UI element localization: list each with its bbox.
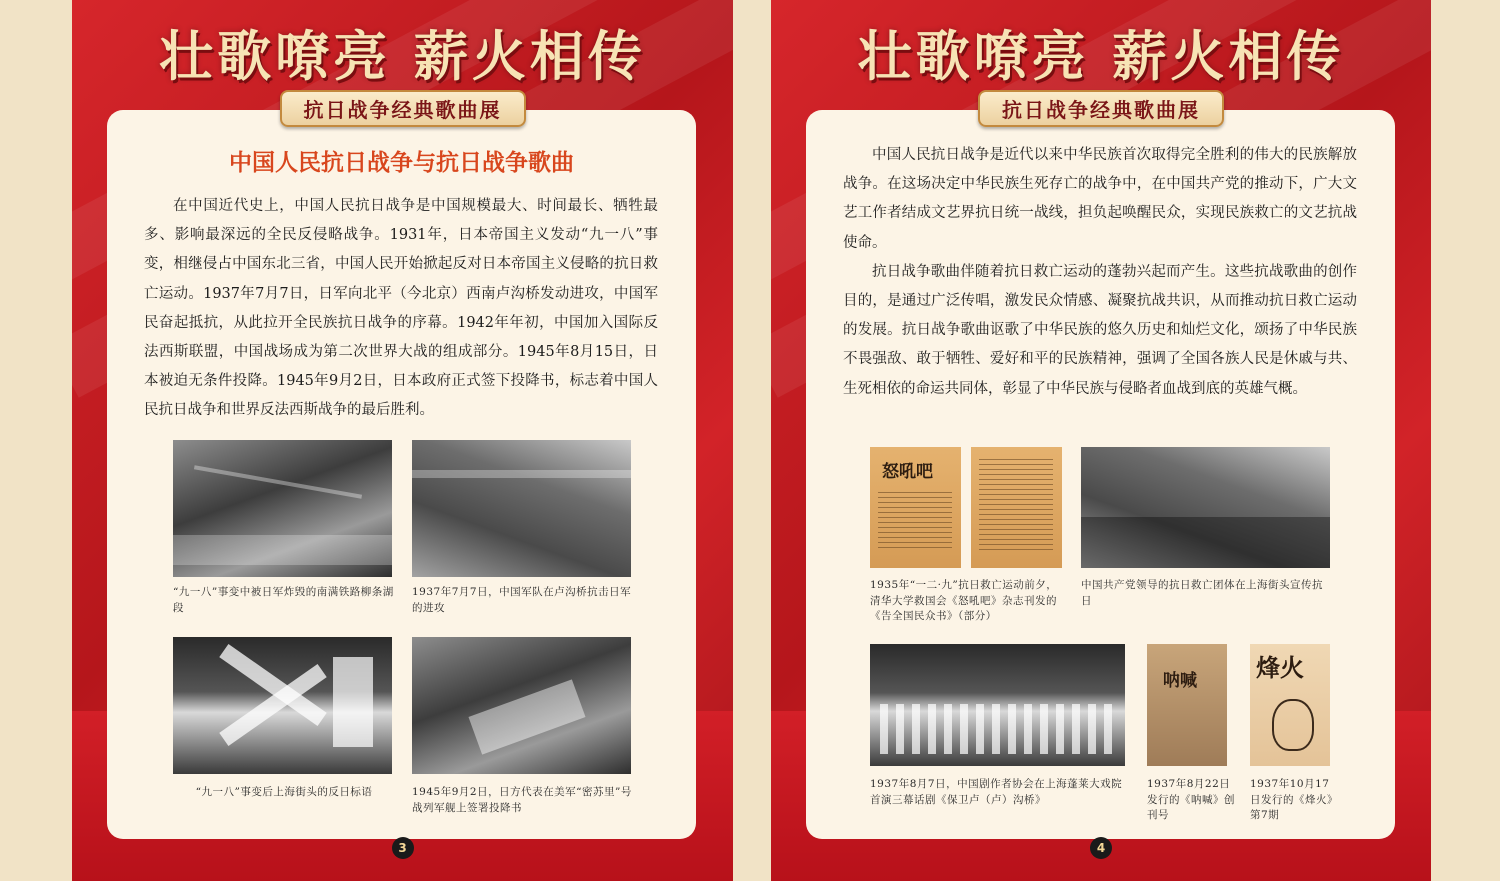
page-number: 3 bbox=[392, 837, 414, 859]
subtitle-banner: 抗日战争经典歌曲展 bbox=[280, 90, 526, 127]
photo-nahan-cover bbox=[1147, 644, 1227, 766]
photo-caption: 1937年10月17日发行的《烽火》第7期 bbox=[1250, 778, 1338, 821]
text-block bbox=[144, 192, 658, 426]
right-page bbox=[771, 0, 1431, 881]
photo-railway-destroyed bbox=[173, 440, 392, 577]
content-card bbox=[107, 110, 696, 839]
photo-caption: 1937年7月7日，中国军队在卢沟桥抗击日军的进攻 bbox=[412, 586, 632, 614]
subtitle-banner: 抗日战争经典歌曲展 bbox=[978, 90, 1224, 127]
article-heading: 中国人民抗日战争与抗日战争歌曲 bbox=[229, 150, 574, 176]
magazine-title-fenghuo: 烽火 bbox=[1256, 653, 1304, 682]
left-page bbox=[72, 0, 733, 881]
photo-caption: 1937年8月22日发行的《呐喊》创刊号 bbox=[1147, 778, 1235, 821]
photo-nuhouba-page1 bbox=[870, 447, 961, 568]
photo-fenghuo-cover bbox=[1250, 644, 1330, 766]
page-title: 壮歌嘹亮 薪火相传 bbox=[857, 25, 1345, 88]
photo-street-propaganda bbox=[1081, 447, 1330, 568]
photo-lugouqiao-battle bbox=[412, 440, 631, 577]
photo-caption: 中国共产党领导的抗日救亡团体在上海街头宣传抗日 bbox=[1081, 579, 1323, 607]
content-card bbox=[806, 110, 1395, 839]
photo-caption: 1935年“一二·九”抗日救亡运动前夕，清华大学救国会《怒吼吧》杂志刊发的《告全国民众书》（部分） bbox=[870, 579, 1058, 622]
paragraph: 中国人民抗日战争是近代以来中华民族首次取得完全胜利的伟大的民族解放战争。在这场决定中华民族生死存亡的战争中，在中国共产党的推动下，广大文艺工作者结成文艺界抗日统一战线，担负起唤醒民众，实现民族救亡的文艺抗战使命。 bbox=[843, 147, 1357, 251]
photo-anti-japanese-slogans bbox=[173, 637, 392, 774]
photo-caption: 1937年8月7日，中国剧作者协会在上海蓬莱大戏院首演三幕话剧《保卫卢（卢）沟桥》 bbox=[870, 778, 1123, 806]
page-number: 4 bbox=[1090, 837, 1112, 859]
paragraph: 在中国近代史上，中国人民抗日战争是中国规模最大、时间最长、牺牲最多、影响最深远的全民反侵略战争。1931年，日本帝国主义发动“九一八”事变，相继侵占中国东北三省，中国人民开始掀起反对日本帝国主义侵略的抗日救亡运动。1937年7月7日，日军向北平（今北京）西南卢沟桥发动进攻，中国军民奋起抵抗，从此拉开全民族抗日战争的序幕。1942年年初，中国加入国际反法西斯联盟，中国战场成为第二次世界大战的组成部分。1945年8月15日，日本被迫无条件投降。1945年9月2日，日本政府正式签下投降书，标志着中国人民抗日战争和世界反法西斯战争的最后胜利。 bbox=[144, 198, 658, 419]
magazine-title-nahan: 呐喊 bbox=[1163, 671, 1197, 691]
photo-nuhouba-page2 bbox=[971, 447, 1062, 568]
paragraph: 抗日战争歌曲伴随着抗日救亡运动的蓬勃兴起而产生。这些抗战歌曲的创作目的，是通过广泛传唱，激发民众情感、凝聚抗战共识，从而推动抗日救亡运动的发展。抗日战争歌曲讴歌了中华民族的悠久历史和灿烂文化，颂扬了中华民族不畏强敌、敢于牺牲、爱好和平的民族精神，强调了全国各族人民是休戚与共、生死相依的命运共同体，彰显了中华民族与侵略者血战到底的英雄气概。 bbox=[843, 263, 1357, 397]
photo-surrender-signing bbox=[412, 637, 631, 774]
text-block bbox=[843, 141, 1357, 404]
photo-stage-drama bbox=[870, 644, 1125, 766]
photo-caption: “九一八”事变中被日军炸毁的南满铁路柳条湖段 bbox=[173, 586, 394, 614]
photo-caption: 1945年9月2日，日方代表在美军“密苏里”号战列军舰上签署投降书 bbox=[412, 786, 632, 814]
photo-caption: “九一八”事变后上海街头的反日标语 bbox=[195, 786, 373, 798]
portrait-sketch bbox=[1272, 699, 1314, 751]
magazine-title-nuhouba: 怒吼吧 bbox=[882, 462, 933, 482]
page-title: 壮歌嘹亮 薪火相传 bbox=[159, 25, 646, 88]
